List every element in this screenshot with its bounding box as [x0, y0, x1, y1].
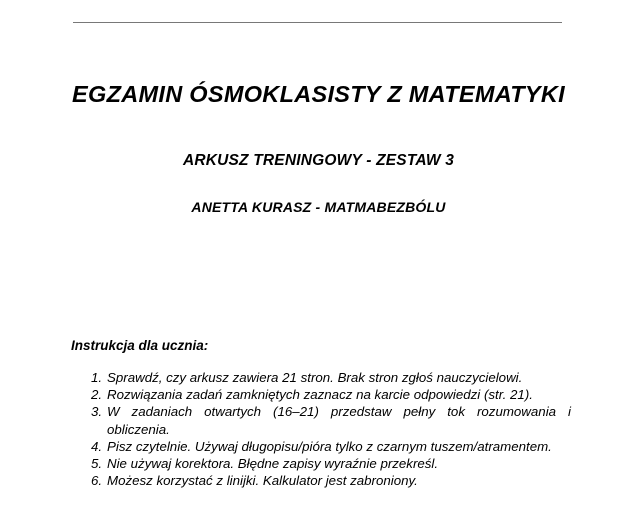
document-author: ANETTA KURASZ - MATMABEZBÓLU	[191, 199, 446, 216]
instruction-list	[71, 369, 571, 489]
instruction-item	[71, 438, 571, 455]
instruction-text: W zadaniach otwartych (16–21) przedstaw pełny tok rozumowania i obliczenia.	[107, 404, 571, 437]
header-divider	[73, 22, 562, 23]
instructions-heading: Instrukcja dla ucznia:	[71, 338, 209, 353]
title-block	[0, 80, 637, 215]
instruction-text: Pisz czytelnie. Używaj długopisu/pióra tylko z czarnym tuszem/atramentem.	[107, 438, 552, 454]
instructions-section	[71, 338, 571, 489]
document-subtitle: ARKUSZ TRENINGOWY - ZESTAW 3	[182, 152, 455, 170]
instruction-number: 4.	[91, 438, 103, 454]
page-title: EGZAMIN ÓSMOKLASISTY Z MATEMATYKI	[72, 81, 565, 107]
instruction-text: Nie używaj korektora. Błędne zapisy wyraźnie przekreśl.	[107, 456, 439, 472]
instruction-item	[71, 369, 571, 386]
instruction-text: Możesz korzystać z linijki. Kalkulator jest zabroniony.	[107, 473, 418, 489]
instruction-text: Rozwiązania zadań zamkniętych zaznacz na karcie odpowiedzi (str. 21).	[107, 387, 533, 403]
instruction-number: 6.	[91, 473, 103, 489]
instruction-item	[71, 403, 571, 437]
instruction-text: Sprawdź, czy arkusz zawiera 21 stron. Brak stron zgłoś nauczycielowi.	[107, 370, 523, 385]
instruction-number: 3.	[91, 404, 103, 420]
instruction-item	[71, 472, 571, 489]
instruction-item	[71, 455, 571, 472]
instruction-number: 1.	[91, 370, 103, 385]
instruction-number: 2.	[91, 387, 103, 403]
instruction-number: 5.	[91, 456, 103, 472]
instruction-item	[71, 386, 571, 403]
